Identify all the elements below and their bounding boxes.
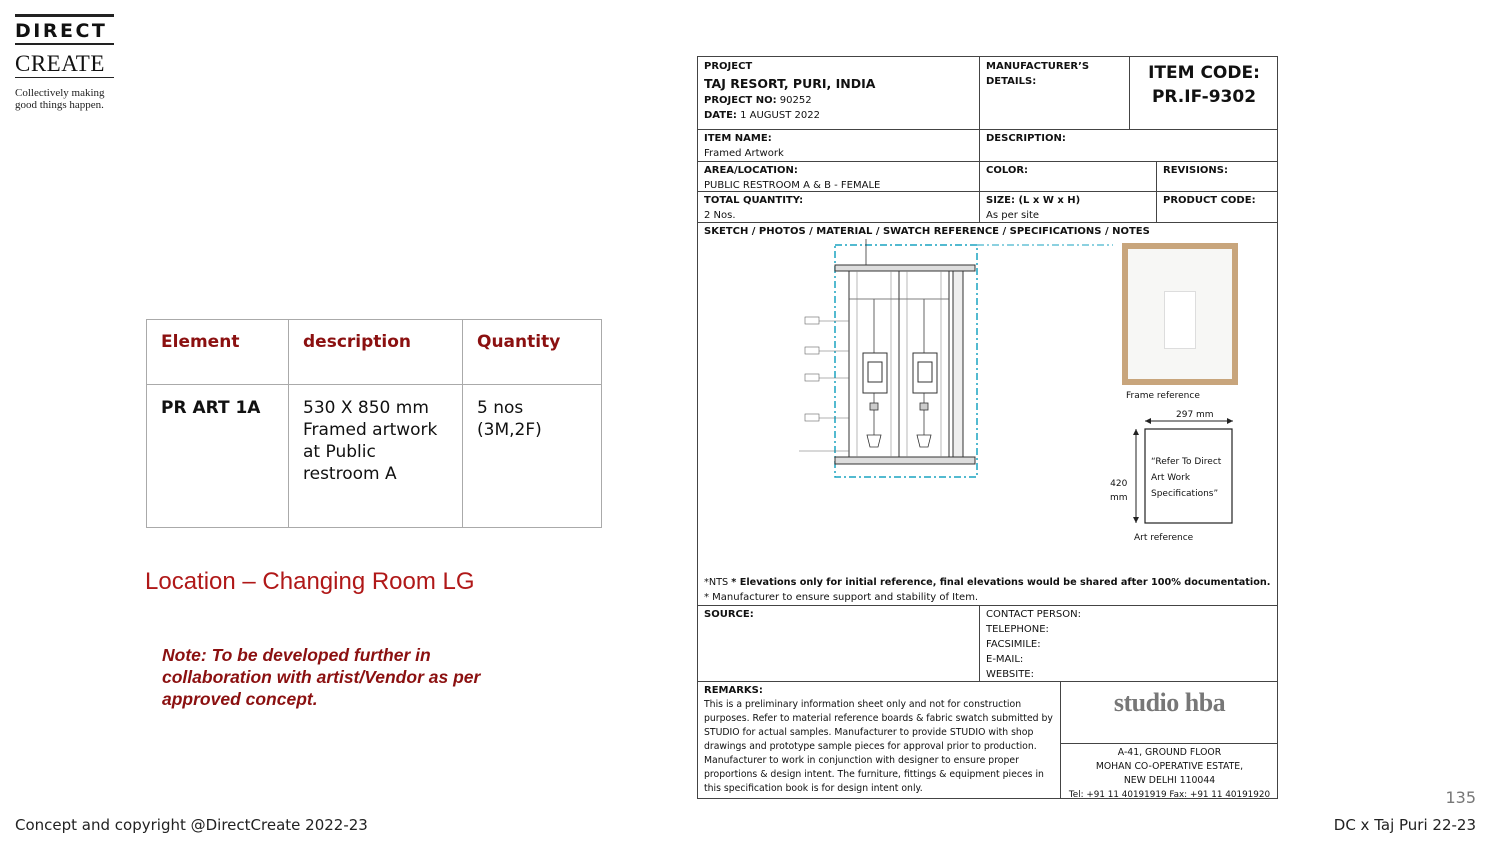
logo-tagline bbox=[15, 87, 105, 111]
description-label: DESCRIPTION: bbox=[986, 133, 1066, 144]
remarks-label: REMARKS: bbox=[704, 685, 763, 696]
cell-element: PR ART 1A bbox=[147, 385, 289, 528]
address-line-4: Tel: +91 11 40191919 Fax: +91 11 40191920 bbox=[1068, 790, 1271, 800]
date-line bbox=[704, 108, 973, 123]
project-no: 90252 bbox=[779, 95, 812, 106]
address-line-2: MOHAN CO-OPERATIVE ESTATE, bbox=[1095, 761, 1244, 772]
remarks-text: This is a preliminary information sheet only and not for construction purposes. Refer to material reference boards & fabric swatch submitted by STUDIO for actual samples. Manufacturer to provide STUDIO with shop drawings and prototype sample pieces for approval prior to production. Manufacturer to work in conjunction with designer to ensure proper proportions & design intent. The furniture, fittings & equipment pieces in this specification book is for design intent only. bbox=[704, 699, 1053, 794]
item-code-label: ITEM CODE: bbox=[1148, 63, 1260, 83]
cell-description: 530 X 850 mm Framed artwork at Public restroom A bbox=[289, 385, 463, 528]
width-dimension: 297 mm bbox=[1176, 410, 1214, 420]
date-label: DATE: bbox=[704, 110, 737, 121]
quantity-label: TOTAL QUANTITY: bbox=[704, 195, 804, 206]
contact-block bbox=[980, 605, 1087, 684]
element-table bbox=[146, 319, 602, 528]
sketch-label: SKETCH / PHOTOS / MATERIAL / SWATCH REFERENCE / SPECIFICATIONS / NOTES bbox=[704, 226, 1150, 237]
manufacturer-label-2: DETAILS: bbox=[986, 76, 1037, 87]
quantity-value: 2 Nos. bbox=[704, 210, 736, 221]
tagline-line-2: good things happen. bbox=[15, 99, 104, 111]
quantity-block bbox=[698, 191, 979, 225]
art-text-3: Specifications” bbox=[1151, 489, 1219, 499]
logo-create: CREATE bbox=[15, 51, 114, 78]
art-text-1: “Refer To Direct bbox=[1151, 457, 1222, 467]
telephone: TELEPHONE: bbox=[986, 624, 1049, 635]
elevation-drawing bbox=[793, 239, 1123, 489]
source-label: SOURCE: bbox=[704, 609, 754, 620]
note-text: Note: To be developed further in collaboration with artist/Vendor as per approved concept. bbox=[162, 645, 481, 709]
item-code-block bbox=[1130, 59, 1278, 111]
item-code: PR.IF-9302 bbox=[1151, 87, 1257, 107]
header-element: Element bbox=[147, 320, 289, 385]
cell-quantity: 5 nos (3M,2F) bbox=[463, 385, 602, 528]
frame-photo bbox=[1122, 243, 1238, 385]
table-header-row bbox=[147, 320, 602, 385]
table-row bbox=[147, 385, 602, 528]
manufacturer-block bbox=[980, 57, 1129, 91]
area-value: PUBLIC RESTROOM A & B - FEMALE bbox=[704, 180, 881, 191]
tagline-line-1: Collectively making bbox=[15, 87, 105, 99]
studio-hba-logo: studio hba bbox=[1113, 688, 1226, 717]
project-no-line bbox=[704, 93, 973, 108]
address-line-3: NEW DELHI 110044 bbox=[1123, 775, 1216, 786]
logo-direct: DIRECT bbox=[15, 14, 114, 45]
footer-copyright: Concept and copyright @DirectCreate 2022-23 bbox=[15, 816, 368, 834]
color-label: COLOR: bbox=[986, 165, 1029, 176]
footer-project: DC x Taj Puri 22-23 bbox=[1333, 816, 1476, 834]
art-text bbox=[1145, 452, 1227, 504]
size-block bbox=[980, 191, 1156, 225]
frame-reference-label: Frame reference bbox=[1126, 391, 1200, 401]
page-number: 135 bbox=[1445, 788, 1476, 807]
item-name: Framed Artwork bbox=[704, 148, 784, 159]
area-label: AREA/LOCATION: bbox=[704, 165, 798, 176]
facsimile: FACSIMILE: bbox=[986, 639, 1041, 650]
manufacturer-label-1: MANUFACTURER’S bbox=[986, 61, 1090, 72]
contact-person: CONTACT PERSON: bbox=[986, 609, 1081, 620]
header-quantity: Quantity bbox=[463, 320, 602, 385]
project-name: TAJ RESORT, PURI, INDIA bbox=[704, 76, 876, 91]
revisions-label: REVISIONS: bbox=[1163, 165, 1228, 176]
area-block bbox=[698, 161, 979, 195]
spec-sheet bbox=[697, 56, 1278, 799]
project-block bbox=[698, 57, 979, 125]
project-no-label: PROJECT NO: bbox=[704, 95, 777, 106]
project-label: PROJECT bbox=[704, 61, 753, 72]
website: WEBSITE: bbox=[986, 669, 1034, 680]
studio-address bbox=[1061, 744, 1278, 804]
height-dimension bbox=[1104, 475, 1134, 507]
header-description: description bbox=[289, 320, 463, 385]
manufacturer-note: * Manufacturer to ensure support and stability of Item. bbox=[704, 592, 979, 603]
nts-prefix: *NTS bbox=[704, 577, 729, 588]
height-value: 420 bbox=[1110, 479, 1128, 489]
remarks-block bbox=[698, 681, 1060, 798]
product-code-label: PRODUCT CODE: bbox=[1163, 195, 1256, 206]
date-value: 1 AUGUST 2022 bbox=[740, 110, 820, 121]
size-value: As per site bbox=[986, 210, 1040, 221]
art-text-2: Art Work bbox=[1151, 473, 1191, 483]
location-label: Location – Changing Room LG bbox=[145, 568, 475, 595]
height-unit: mm bbox=[1110, 493, 1128, 503]
nts-note-text: * Elevations only for initial reference, final elevations would be shared after 100% documentation. bbox=[731, 577, 1271, 588]
item-name-label: ITEM NAME: bbox=[704, 133, 772, 144]
email: E-MAIL: bbox=[986, 654, 1024, 665]
address-line-1: A-41, GROUND FLOOR bbox=[1117, 747, 1222, 758]
item-name-block bbox=[698, 129, 979, 163]
size-label: SIZE: (L x W x H) bbox=[986, 195, 1081, 206]
art-reference-label: Art reference bbox=[1134, 533, 1194, 543]
